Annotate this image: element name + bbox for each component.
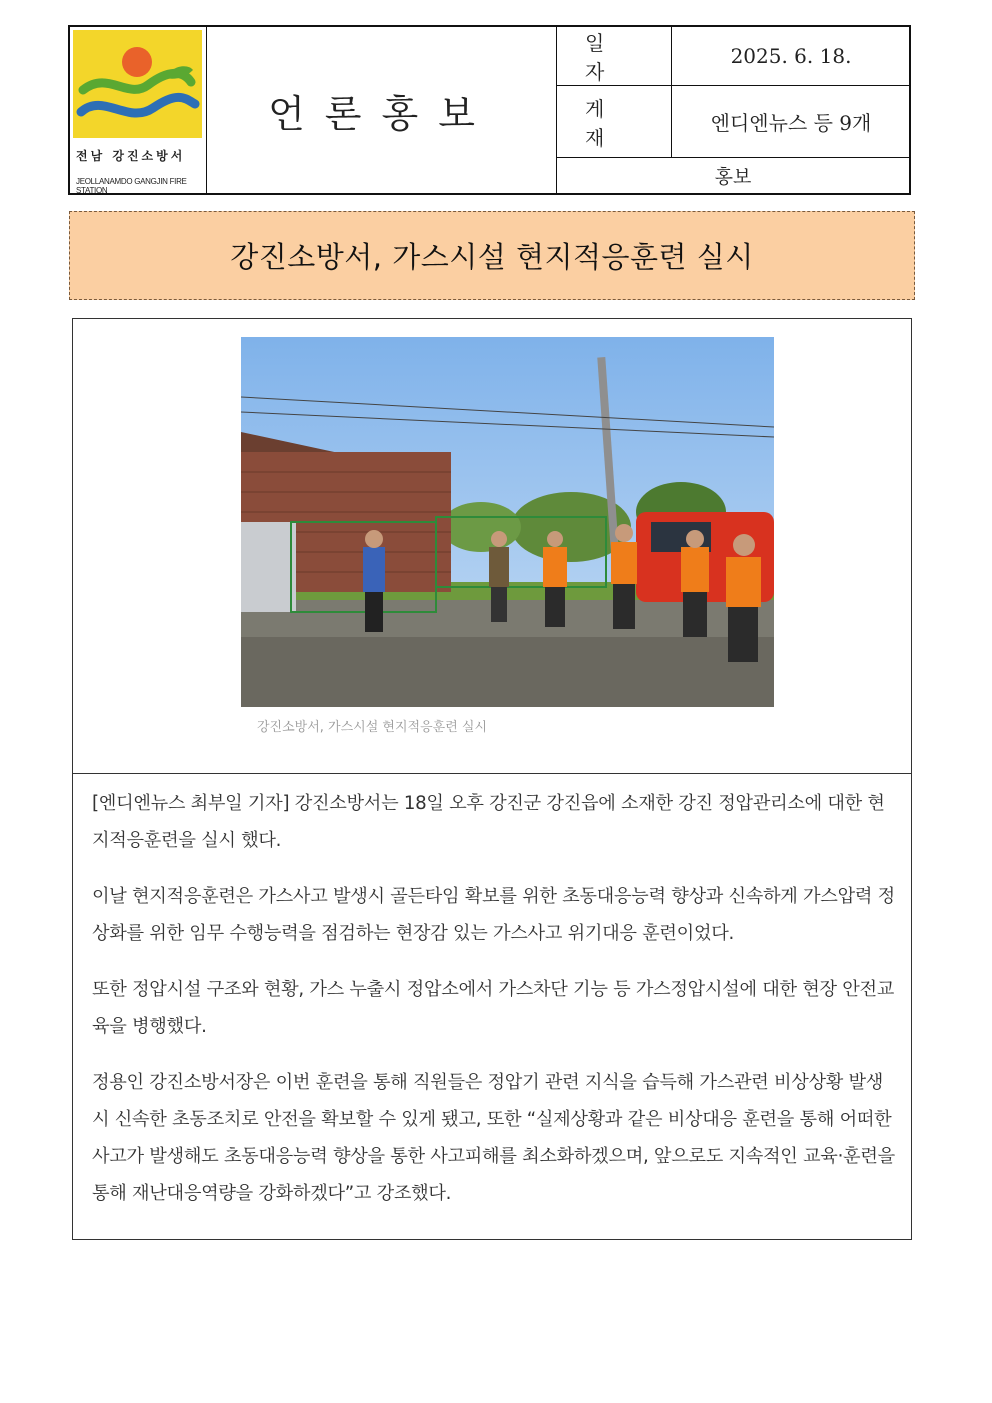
headline: 강진소방서, 가스시설 현지적응훈련 실시: [69, 211, 915, 300]
article-paragraph: 또한 정압시설 구조와 현황, 가스 누출시 정압소에서 가스차단 기능 등 가스정압시설에 대한 현장 안전교육을 병행했다.: [92, 979, 895, 1037]
article-text: [92, 785, 897, 1231]
logo-cell: [70, 27, 207, 193]
photo-section: [73, 319, 911, 774]
meta-table: [557, 27, 909, 193]
logo-org-name: 전남 강진소방서: [76, 149, 186, 163]
publication-label: 게재: [557, 86, 672, 157]
category-value: 홍보: [714, 166, 752, 188]
publication-value: 엔디엔뉴스 등 9개: [710, 111, 872, 135]
article-paragraph: [엔디엔뉴스 최부일 기자] 강진소방서는 18일 오후 강진군 강진읍에 소재한 강진 정압관리소에 대한 현지적응훈련을 실시 했다.: [92, 793, 885, 851]
doc-title: 언론홍보: [207, 27, 557, 193]
training-photo: [241, 337, 774, 707]
date-value: 2025. 6. 18.: [730, 44, 852, 68]
article-paragraph: 정용인 강진소방서장은 이번 훈련을 통해 직원들은 정압기 관련 지식을 습득해 가스관련 비상상황 발생 시 신속한 초동조치로 안전을 확보할 수 있게 됐고, 또한 “실제상황과 같은 비상대응 훈련을 통해 어떠한 사고가 발생해도 초동대응능력 향상을 통한 사고피해를 최소화하겠으며, 앞으로도 지속적인 교육·훈련을 통해 재난대응역량을 강화하겠다”고 강조했다.: [92, 1072, 895, 1204]
document-header: [68, 25, 911, 195]
meta-row-date: [557, 27, 909, 86]
photo-caption: 강진소방서, 가스시설 현지적응훈련 실시: [257, 720, 488, 735]
article-box: [72, 318, 912, 1240]
logo-org-name-en: JEOLLANAMDO GANGJIN FIRE STATION: [76, 177, 187, 195]
fire-station-logo-icon: [73, 30, 202, 138]
date-label: 일자: [557, 27, 672, 85]
meta-row-publication: [557, 86, 909, 158]
article-paragraph: 이날 현지적응훈련은 가스사고 발생시 골든타임 확보를 위한 초동대응능력 향상과 신속하게 가스압력 정상화를 위한 임무 수행능력을 점검하는 현장감 있는 가스사고 위기대응 훈련이었다.: [92, 886, 895, 944]
